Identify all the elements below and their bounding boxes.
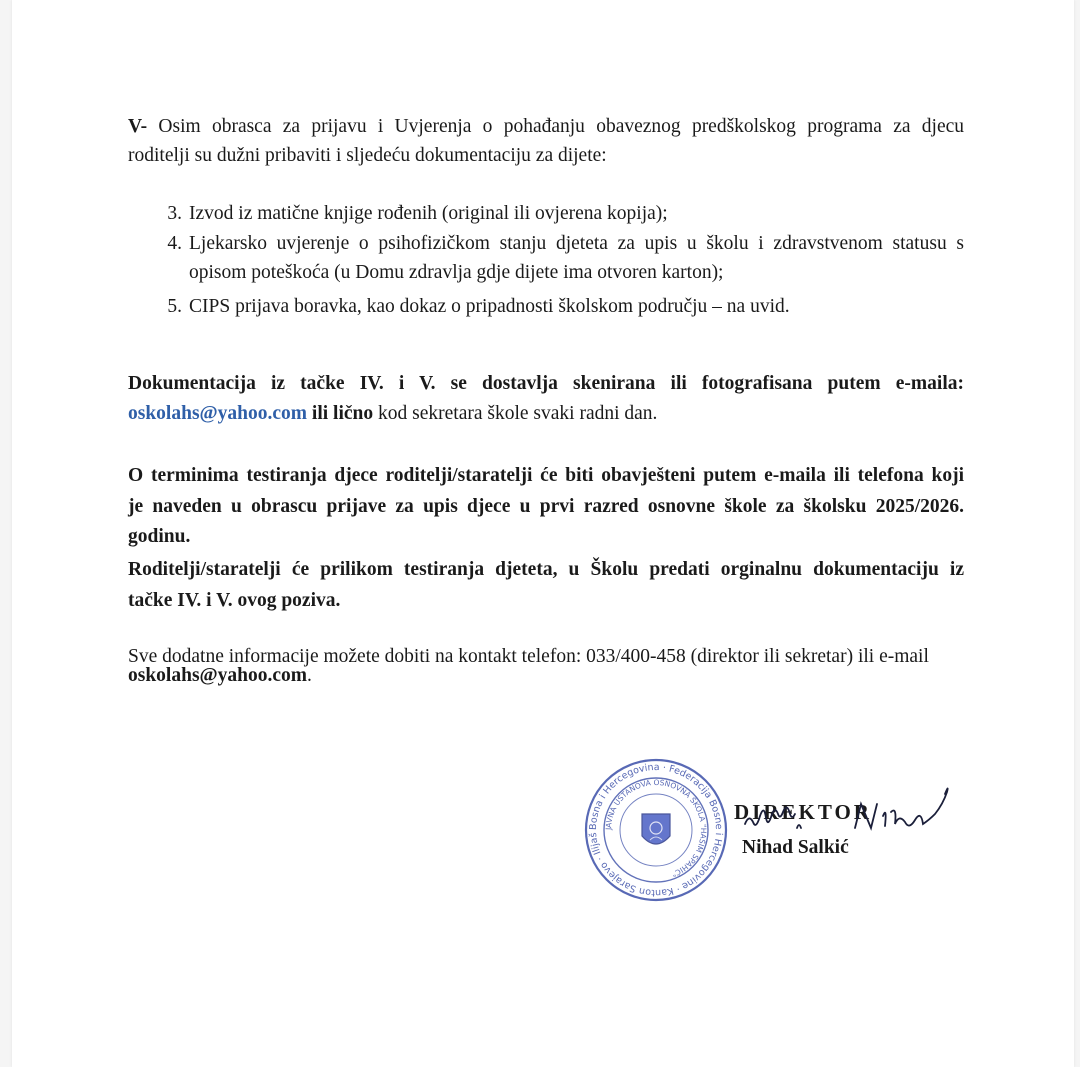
email-link[interactable]: oskolahs@yahoo.com xyxy=(128,403,308,424)
list-item-5-text: CIPS prijava boravka, kao dokaz o pripadnosti školskom području – na uvid. xyxy=(189,296,790,317)
contact-line-2 xyxy=(128,665,312,687)
documentation-bold-part: ili lično xyxy=(311,403,374,424)
testing-line-3: godinu. xyxy=(128,526,191,547)
document-body xyxy=(12,0,1074,1067)
school-seal-stamp xyxy=(582,756,730,904)
section-v-label: V- xyxy=(128,116,148,137)
contact-line-1: Sve dodatne informacije možete dobiti na kontakt telefon: 033/400-458 (direktor ili sekretar) ili e-mail xyxy=(128,646,929,667)
list-item-4-number: 4. xyxy=(167,233,182,254)
documentation-line-2 xyxy=(128,403,657,425)
handwritten-signature xyxy=(727,772,967,852)
svg-text:Bosna i Hercegovina · Federaci: Bosna i Hercegovina · Federacija Bosne i Hercegovine · Kanton Sarajevo · Ilijaš xyxy=(587,761,725,899)
contact-period: . xyxy=(307,665,312,686)
list-item-4-text-1: Ljekarsko uvjerenje o psihofizičkom stanju djeteta za upis u školu i zdravstvenom statusu s xyxy=(189,233,964,254)
testing-line-1: O terminima testiranja djece roditelji/staratelji će biti obavješteni putem e-maila ili telefona koji xyxy=(128,465,964,486)
list-item-3-text: Izvod iz matične knjige rođenih (original ili ovjerena kopija); xyxy=(189,203,668,224)
list-item-4-text-2: opisom poteškoća (u Domu zdravlja gdje dijete ima otvoren karton); xyxy=(189,262,724,283)
testing-line-5: tačke IV. i V. ovog poziva. xyxy=(128,590,341,611)
testing-line-2: je naveden u obrascu prijave za upis djece u prvi razred osnovne škole za školsku 2025/2026. xyxy=(128,496,964,517)
svg-text:JAVNA USTANOVA OSNOVNA ŠKOLA ": JAVNA USTANOVA OSNOVNA ŠKOLA "HAŠIM SPAHIĆ" xyxy=(603,777,709,879)
director-name: Nihad Salkić xyxy=(742,837,849,858)
documentation-line-1: Dokumentacija iz tačke IV. i V. se dostavlja skenirana ili fotografisana putem e-maila: xyxy=(128,373,964,394)
documentation-rest: kod sekretara škole svaki radni dan. xyxy=(378,403,658,424)
testing-line-4: Roditelji/staratelji će prilikom testiranja djeteta, u Školu predati orginalnu dokumentaciju iz xyxy=(128,559,964,580)
section-v-line-2: roditelji su dužni pribaviti i sljedeću dokumentaciju za dijete: xyxy=(128,145,607,166)
contact-email[interactable]: oskolahs@yahoo.com xyxy=(128,665,308,686)
section-v-line-1 xyxy=(128,116,964,138)
section-v-text-1: Osim obrasca za prijavu i Uvjerenja o pohađanju obaveznog predškolskog programa za djecu xyxy=(158,116,964,137)
director-title: DIREKTOR xyxy=(734,800,872,824)
list-item-3-number: 3. xyxy=(167,203,182,224)
list-item-4 xyxy=(152,233,964,293)
list-item-5-number: 5. xyxy=(167,296,182,317)
document-page xyxy=(12,0,1074,1067)
